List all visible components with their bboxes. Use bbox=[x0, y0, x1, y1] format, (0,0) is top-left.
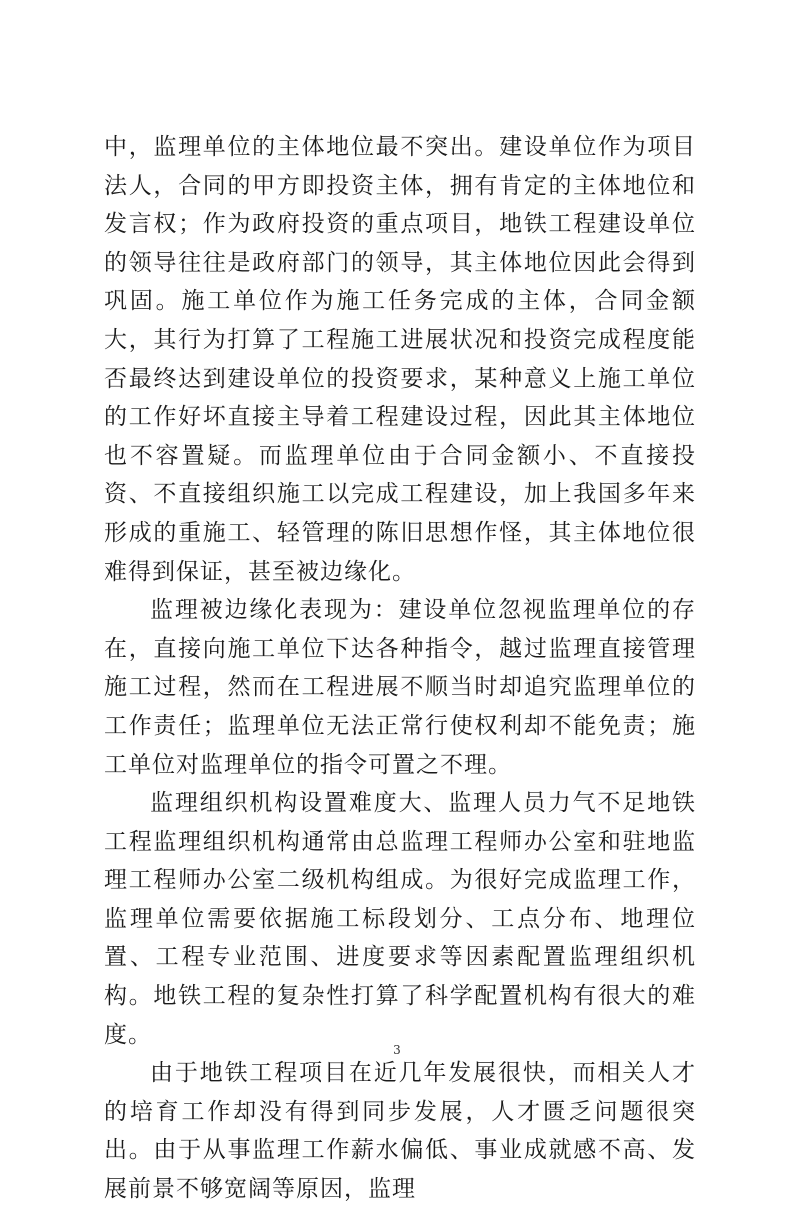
paragraph-2: 监理被边缘化表现为：建设单位忽视监理单位的存在，直接向施工单位下达各种指令，越过监理直接管理施工过程，然而在工程进展不顺当时却追究监理单位的工作责任；监理单位无法正常行使权利却不能免责；施工单位对监理单位的指令可置之不理。 bbox=[104, 597, 696, 778]
paragraph-3: 监理组织机构设置难度大、监理人员力气不足地铁工程监理组织机构通常由总监理工程师办公室和驻地监理工程师办公室二级机构组成。为很好完成监理工作，监理单位需要依据施工标段划分、工点分布、地理位置、工程专业范围、进度要求等因素配置监理组织机构。地铁工程的复杂性打算了科学配置机构有很大的难度。 bbox=[104, 790, 696, 1048]
paragraph-1: 中，监理单位的主体地位最不突出。建设单位作为项目法人，合同的甲方即投资主体，拥有肯定的主体地位和发言权；作为政府投资的重点项目，地铁工程建设单位的领导往往是政府部门的领导，其主体地位因此会得到巩固。施工单位作为施工任务完成的主体，合同金额大，其行为打算了工程施工进展状况和投资完成程度能否最终达到建设单位的投资要求，某种意义上施工单位的工作好坏直接主导着工程建设过程，因此其主体地位也不容置疑。而监理单位由于合同金额小、不直接投资、不直接组织施工以完成工程建设，加上我国多年来形成的重施工、轻管理的陈旧思想作怪，其主体地位很难得到保证，甚至被边缘化。 bbox=[104, 134, 696, 585]
page-number: 3 bbox=[393, 1043, 401, 1057]
paragraph-4: 由于地铁工程项目在近几年发展很快，而相关人才的培育工作却没有得到同步发展，人才匮乏问题很突出。由于从事监理工作薪水偏低、事业成就感不高、发展前景不够宽阔等原因，监理 bbox=[104, 1060, 696, 1203]
